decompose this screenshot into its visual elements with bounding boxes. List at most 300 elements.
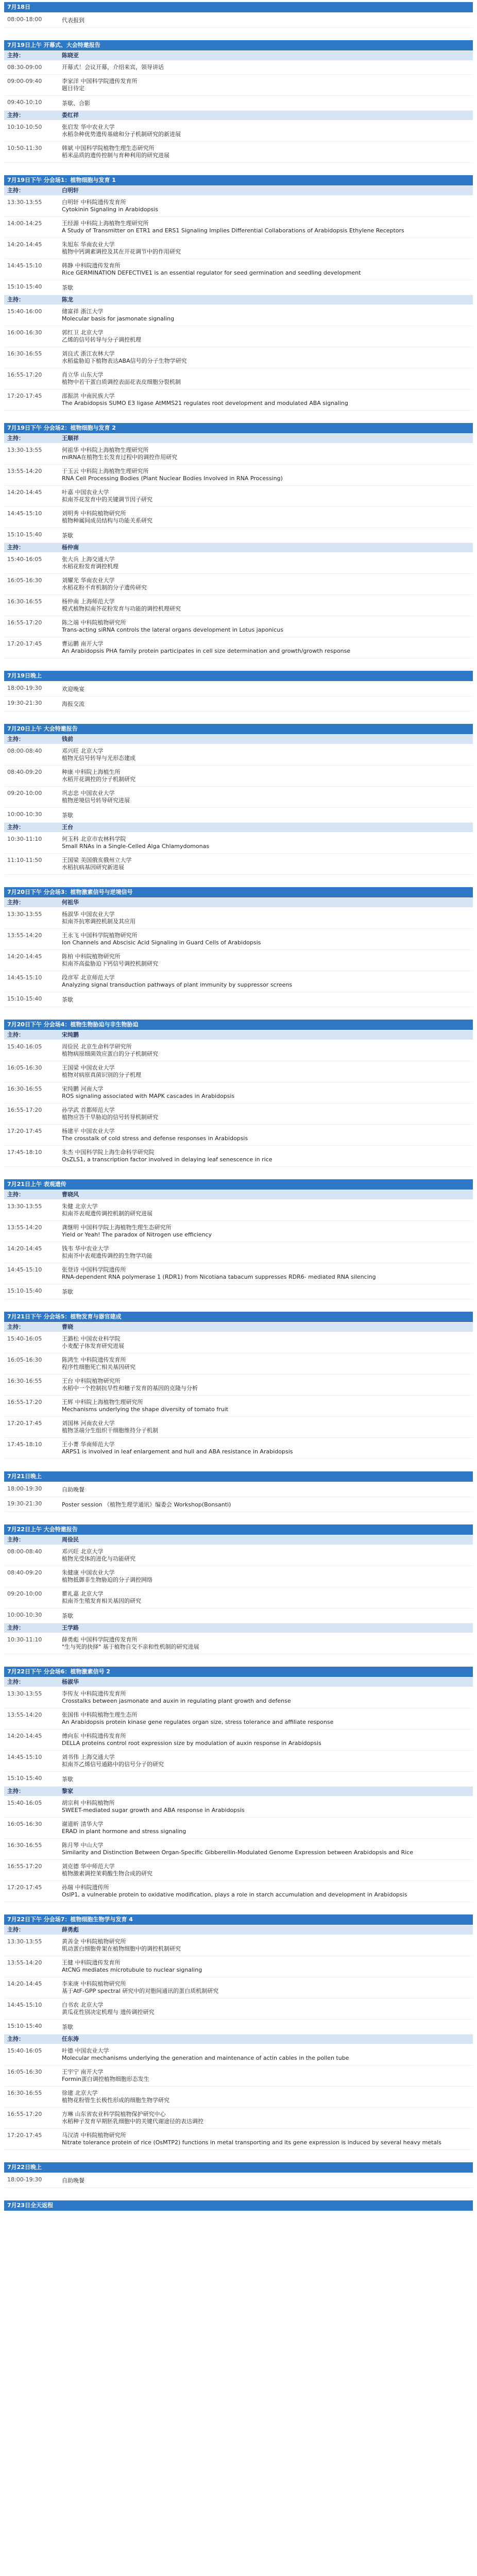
chair-label: 主持： <box>7 435 24 442</box>
talk-title: Mechanisms underlying the shape diversity of tomato fruit <box>62 1406 229 1413</box>
speaker-name: 韩斌 中国科学院植物生理生态研究所 <box>62 145 155 151</box>
break-row <box>4 697 473 711</box>
break-row <box>4 13 473 28</box>
break-row <box>4 1608 473 1623</box>
chair-row <box>4 735 473 744</box>
talk-info <box>62 1884 470 1899</box>
talk-title: Similarity and Distinction Between Organ-Specific Gibberellin-Modulated Genome Expression between Arabidopsis and Rice <box>62 1849 413 1856</box>
talk-info <box>62 262 470 277</box>
agenda-block <box>4 175 473 411</box>
speaker-name: 孙瑞 中科院遗传所 <box>62 1884 109 1891</box>
chair-row <box>4 1535 473 1545</box>
talk-title: Yield or Yeah! The paradox of Nitrogen use efficiency <box>62 1231 212 1238</box>
talk-row <box>4 1797 473 1818</box>
chair-name: 曹晓 <box>62 1324 73 1330</box>
talk-title: RNA Cell Processing Bodies (Plant Nuclear Bodies Involved in RNA Processing) <box>62 475 283 482</box>
talk-title: 植物抵御非生物胁迫的分子调控网络 <box>62 1577 152 1583</box>
chair-row <box>4 111 473 120</box>
time-slot: 15:40-16:05 <box>7 556 42 563</box>
speaker-name: 瞿礼嘉 北京大学 <box>62 1590 104 1597</box>
chair-name: 黎家 <box>62 1788 73 1794</box>
time-slot: 14:45-15:10 <box>7 1754 42 1760</box>
talk-row <box>4 238 473 259</box>
talk-row <box>4 61 473 75</box>
talk-row <box>4 766 473 787</box>
talk-row <box>4 2108 473 2129</box>
speaker-name: 郭红卫 北京大学 <box>62 329 104 336</box>
talk-title: Ion Channels and Abscisic Acid Signaling in Guard Cells of Arabidopsis <box>62 939 261 946</box>
chair-name: 杨淑华 <box>62 1679 79 1685</box>
talk-title: ARPS1 is involved in leaf enlargement and hull and ABA resistance in Arabidopsis <box>62 1448 293 1455</box>
agenda-block <box>4 887 473 1007</box>
time-slot: 10:10-10:50 <box>7 124 42 130</box>
talk-info <box>62 1335 470 1350</box>
break-row <box>4 528 473 543</box>
talk-row <box>4 1977 473 1998</box>
time-slot: 14:20-14:45 <box>7 1245 42 1252</box>
talk-info <box>62 1064 470 1079</box>
day-header: 7月20日上午 大会特邀报告 <box>4 724 473 734</box>
talk-row <box>4 1881 473 1902</box>
chair-label: 主持： <box>7 296 24 303</box>
speaker-name: 陈柏 中科院植物研究所 <box>62 953 121 960</box>
time-slot: 16:05-16:30 <box>7 577 42 584</box>
speaker-name: 刘良式 浙江农林大学 <box>62 350 115 357</box>
time-slot: 17:20-17:45 <box>7 1420 42 1427</box>
speaker-name: 李来庚 中科院植物研究所 <box>62 1980 126 1987</box>
time-slot: 13:55-14:20 <box>7 932 42 939</box>
speaker-name: 邓兴旺 北京大学 <box>62 1548 104 1555</box>
break-label: 茶歇 <box>62 2024 73 2030</box>
talk-info <box>62 489 470 503</box>
time-slot: 16:30-16:55 <box>7 598 42 605</box>
time-slot: 15:10-15:40 <box>7 283 42 290</box>
time-slot: 08:00-08:40 <box>7 748 42 754</box>
chair-row <box>4 543 473 552</box>
time-slot: 08:40-09:20 <box>7 1569 42 1576</box>
talk-row <box>4 1956 473 1977</box>
speaker-name: 邓兴旺 北京大学 <box>62 748 104 754</box>
talk-info <box>62 1149 470 1163</box>
time-slot: 08:40-09:20 <box>7 769 42 775</box>
talk-row <box>4 1061 473 1082</box>
speaker-name: 钱韦 华中农业大学 <box>62 1245 109 1252</box>
break-row <box>4 1497 473 1512</box>
talk-row <box>4 507 473 528</box>
talk-info <box>62 2111 470 2125</box>
talk-row <box>4 1587 473 1608</box>
day-header: 7月19日下午 分会场2：植物细胞与发育 2 <box>4 423 473 433</box>
chair-label: 主持： <box>7 899 24 906</box>
agenda-block <box>4 40 473 163</box>
talk-info <box>62 1636 470 1651</box>
talk-info <box>62 1980 470 1995</box>
talk-info <box>62 468 470 482</box>
time-slot: 13:30-13:55 <box>7 199 42 206</box>
talk-info <box>62 220 470 234</box>
talk-info <box>62 1821 470 1835</box>
talk-row <box>4 1935 473 1956</box>
talk-info <box>62 1399 470 1413</box>
speaker-name: 王国梁 中国农业大学 <box>62 1064 115 1071</box>
chair-name: 周俭民 <box>62 1536 79 1543</box>
time-slot: 14:20-14:45 <box>7 1733 42 1739</box>
talk-info <box>62 769 470 783</box>
time-slot: 09:00-09:40 <box>7 78 42 84</box>
talk-title: 植物光受体的进化与功能研究 <box>62 1555 135 1562</box>
agenda-block <box>4 1020 473 1167</box>
talk-info <box>62 2002 470 2016</box>
talk-row <box>4 347 473 368</box>
chair-row <box>4 1925 473 1935</box>
talk-title: AtCNG mediates microtubule to nuclear signaling <box>62 1967 202 1973</box>
talk-title: 稻米品质的遗传控制与育种利用的研究进展 <box>62 152 169 159</box>
time-slot: 09:20-10:00 <box>7 790 42 796</box>
speaker-name: 陈鸿生 中科院遗传发育所 <box>62 1357 126 1363</box>
talk-row <box>4 1353 473 1375</box>
speaker-name: 杨仲南 上海师范大学 <box>62 598 115 605</box>
day-header: 7月19日下午 分会场1：植物细胞与发育 1 <box>4 175 473 185</box>
talk-title: 拟南芥中表观遗传调控的生物学功能 <box>62 1252 152 1259</box>
time-slot: 16:30-16:55 <box>7 350 42 357</box>
chair-label: 主持： <box>7 1031 24 1038</box>
talk-title: Nitrate tolerance protein of rice (OsMTP2) functions in metal transporting and its gene expression is induced by several heavy metals <box>62 2139 441 2146</box>
talk-info <box>62 911 470 925</box>
talk-title: 拟南芥表观遗传调控机制的研究进展 <box>62 1210 152 1217</box>
time-slot: 16:55-17:20 <box>7 1863 42 1870</box>
talk-row <box>4 1751 473 1772</box>
time-slot: 14:45-15:10 <box>7 2002 42 2008</box>
speaker-name: 何祖华 中科院上海植物生理研究所 <box>62 447 149 453</box>
break-label: 茶歇 <box>62 1776 73 1783</box>
talk-title: 拟南芥抗寒调控机制及其应用 <box>62 918 135 925</box>
speaker-name: 王宇宁 南开大学 <box>62 2069 104 2075</box>
talk-info <box>62 556 470 570</box>
break-row <box>4 808 473 823</box>
chair-name: 钱前 <box>62 736 73 742</box>
time-slot: 15:10-15:40 <box>7 2023 42 2029</box>
chair-name: 任东涛 <box>62 2036 79 2042</box>
chair-row <box>4 823 473 832</box>
chair-label: 主持： <box>7 112 24 118</box>
speaker-name: 王台 中科院植物研究所 <box>62 1378 121 1384</box>
chair-name: 何祖华 <box>62 899 79 906</box>
talk-info <box>62 1863 470 1877</box>
talk-row <box>4 1263 473 1284</box>
time-slot: 10:50-11:30 <box>7 145 42 151</box>
talk-row <box>4 616 473 637</box>
talk-row <box>4 833 473 854</box>
talk-row <box>4 1040 473 1061</box>
day-header: 7月20日下午 分会场3：植物激素信号与逆境信号 <box>4 887 473 897</box>
talk-info <box>62 1441 470 1455</box>
speaker-name: 张国伟 中科院植物生理生态所 <box>62 1711 138 1718</box>
speaker-name: 朱旭东 华南农业大学 <box>62 241 115 248</box>
chair-row <box>4 898 473 907</box>
break-label: 茶歇 <box>62 812 73 819</box>
talk-title: 肌动蛋白细胞骨架在植物细胞中的调控机制研究 <box>62 1945 181 1952</box>
time-slot: 08:30-09:00 <box>7 64 42 71</box>
talk-row <box>4 259 473 280</box>
speaker-name: 周俭民 北京生命科学研究所 <box>62 1043 132 1050</box>
speaker-name: 叶嘉 中国农业大学 <box>62 489 109 496</box>
talk-row <box>4 305 473 326</box>
chair-row <box>4 1677 473 1687</box>
talk-row <box>4 389 473 411</box>
break-label: 自助晚餐 <box>62 2177 84 2184</box>
time-slot: 10:00-10:30 <box>7 1612 42 1618</box>
break-row <box>4 992 473 1007</box>
time-slot: 15:40-16:05 <box>7 1335 42 1342</box>
talk-title: The crosstalk of cold stress and defense responses in Arabidopsis <box>62 1135 248 1142</box>
break-label: Poster session 《植物生理学通讯》编委会 Workshop(Bonsanti) <box>62 1501 231 1508</box>
speaker-name: 孙学武 首都师范大学 <box>62 1107 115 1113</box>
speaker-name: 张登诗 中国科学院遗传所 <box>62 1266 126 1273</box>
speaker-name: 陈月琴 中山大学 <box>62 1842 104 1849</box>
chair-label: 主持： <box>7 1191 24 1198</box>
talk-row <box>4 1146 473 1167</box>
talk-info <box>62 2090 470 2104</box>
talk-info <box>62 836 470 850</box>
talk-info <box>62 1842 470 1856</box>
speaker-name: 肖立华 山东大学 <box>62 371 104 378</box>
time-slot: 15:40-16:05 <box>7 1800 42 1806</box>
time-slot: 17:20-17:45 <box>7 2132 42 2139</box>
talk-title: 题目待定 <box>62 85 84 92</box>
talk-row <box>4 196 473 217</box>
talk-info <box>62 447 470 461</box>
talk-title: Analyzing signal transduction pathways of plant immunity by suppressor screens <box>62 981 293 988</box>
talk-row <box>4 1839 473 1860</box>
time-slot: 16:30-16:55 <box>7 2090 42 2096</box>
talk-row <box>4 854 473 875</box>
speaker-name: 朱健康 中国农业大学 <box>62 1569 115 1576</box>
speaker-name: 叶德 中国农业大学 <box>62 2047 109 2054</box>
break-row <box>4 280 473 295</box>
talk-info <box>62 748 470 762</box>
talk-title: An Arabidopsis PHA family protein participates in cell size determination and growth/growth response <box>62 648 351 654</box>
talk-row <box>4 1242 473 1263</box>
talk-row <box>4 595 473 616</box>
speaker-name: 刘国林 河南农业大学 <box>62 1420 115 1427</box>
talk-title: "生与死的抉择" 基于植物自交不亲和性机制的研究进展 <box>62 1643 199 1650</box>
talk-row <box>4 1417 473 1438</box>
talk-title: 水稻抗病基因研究新进展 <box>62 864 124 871</box>
talk-row <box>4 2065 473 2087</box>
talk-title: 植物激素调控茉莉酸生物合成的研究 <box>62 1870 152 1877</box>
chair-name: 陈龙 <box>62 296 73 303</box>
speaker-name: 邵振洪 中南民族大学 <box>62 393 115 399</box>
chair-name: 王台 <box>62 824 73 831</box>
speaker-name: 宋纯鹏 河南大学 <box>62 1086 104 1092</box>
talk-row <box>4 1082 473 1104</box>
chair-label: 主持： <box>7 1788 24 1794</box>
chair-row <box>4 186 473 195</box>
talk-row <box>4 368 473 389</box>
chair-name: 杨仲南 <box>62 544 79 551</box>
time-slot: 14:20-14:45 <box>7 241 42 248</box>
speaker-name: 傅向东 中科院遗传发育所 <box>62 1733 126 1739</box>
talk-info <box>62 598 470 613</box>
speaker-name: 刘耀光 华南农业大学 <box>62 577 115 584</box>
speaker-name: 开幕式！会议开幕，介绍来宾，领导讲话 <box>62 64 164 71</box>
speaker-name: 白明轩 中科院遗传发育所 <box>62 199 126 206</box>
talk-title: ROS signaling associated with MAPK cascades in Arabidopsis <box>62 1093 235 1099</box>
day-header: 7月23日全天返程 <box>4 2200 473 2211</box>
speaker-name: 胡宗利 中科院植物所 <box>62 1800 115 1806</box>
talk-title: OsIP1, a vulnerable protein to oxidative modification, plays a role in starch accumulation and development in Arabidopsis <box>62 1891 407 1898</box>
chair-name: 宋纯鹏 <box>62 1031 79 1038</box>
chair-name: 娄红祥 <box>62 112 79 118</box>
talk-info <box>62 1378 470 1392</box>
time-slot: 09:20-10:00 <box>7 1590 42 1597</box>
talk-title: Formin蛋白调控植物细胞形态发生 <box>62 2076 149 2082</box>
time-slot: 15:40-16:05 <box>7 1043 42 1050</box>
speaker-name: 张大兵 上海交通大学 <box>62 556 115 563</box>
talk-row <box>4 971 473 992</box>
talk-row <box>4 486 473 507</box>
day-header: 7月19日晚上 <box>4 671 473 681</box>
time-slot: 14:20-14:45 <box>7 1980 42 1987</box>
day-header: 7月22日下午 分会场6：植物激素信号 2 <box>4 1667 473 1677</box>
speaker-name: 杨建平 中国农业大学 <box>62 1128 115 1134</box>
talk-info <box>62 1959 470 1974</box>
break-row <box>4 1772 473 1787</box>
speaker-name: 杨淑华 中国农业大学 <box>62 911 115 918</box>
time-slot: 14:45-15:10 <box>7 510 42 517</box>
break-label: 茶歇 <box>62 1289 73 1295</box>
talk-info <box>62 1590 470 1605</box>
speaker-name: 王小菁 华南师范大学 <box>62 1441 115 1448</box>
speaker-name: 王经源 中科院上海植物生理研究所 <box>62 220 149 227</box>
day-header: 7月19日上午 开幕式、大会特邀报告 <box>4 40 473 50</box>
time-slot: 16:00-16:30 <box>7 329 42 336</box>
time-slot: 19:30-21:30 <box>7 1500 42 1507</box>
talk-info <box>62 619 470 634</box>
talk-info <box>62 2132 470 2146</box>
chair-label: 主持： <box>7 544 24 551</box>
time-slot: 08:00-18:00 <box>7 16 42 23</box>
talk-title: 植物花粉管生长极性形成的细胞生物学研究 <box>62 2097 169 2104</box>
time-slot: 17:45-18:10 <box>7 1441 42 1448</box>
talk-info <box>62 1357 470 1371</box>
time-slot: 14:45-15:10 <box>7 974 42 981</box>
speaker-name: 段彦军 北京师范大学 <box>62 974 115 981</box>
talk-info <box>62 577 470 591</box>
talk-row <box>4 744 473 766</box>
talk-title: 植物逆境信号转导研究进展 <box>62 797 130 804</box>
talk-row <box>4 1860 473 1881</box>
chair-row <box>4 295 473 304</box>
time-slot: 10:30-11:10 <box>7 836 42 842</box>
speaker-name: 储富祥 浙江大学 <box>62 308 104 315</box>
chair-row <box>4 1030 473 1040</box>
time-slot: 16:05-16:30 <box>7 1821 42 1827</box>
talk-title: RNA-dependent RNA polymerase 1 (RDR1) from Nicotiana tabacum suppresses RDR6- mediated RNA silencing <box>62 1274 376 1280</box>
break-label: 自助晚餐 <box>62 1486 84 1493</box>
speaker-name: 朱杰 中国科学院上海生命科学研究院 <box>62 1149 155 1156</box>
break-row <box>4 682 473 697</box>
agenda-block <box>4 1667 473 1902</box>
talk-row <box>4 908 473 929</box>
talk-title: Cytokinin Signaling in Arabidopsis <box>62 206 159 213</box>
talk-info <box>62 64 470 71</box>
talk-row <box>4 1545 473 1566</box>
talk-info <box>62 932 470 946</box>
talk-info <box>62 329 470 344</box>
time-slot: 14:00-14:25 <box>7 220 42 227</box>
time-slot: 16:30-16:55 <box>7 1378 42 1384</box>
talk-row <box>4 2044 473 2065</box>
speaker-name: 徐建 北京大学 <box>62 2090 98 2096</box>
talk-title: 拟南芥生殖发育相关基因的研究 <box>62 1598 141 1604</box>
chair-label: 主持： <box>7 187 24 194</box>
talk-row <box>4 1687 473 1708</box>
time-slot: 15:10-15:40 <box>7 995 42 1002</box>
talk-info <box>62 974 470 989</box>
talk-row <box>4 465 473 486</box>
speaker-name: 谢道昕 清华大学 <box>62 1821 104 1827</box>
talk-info <box>62 1420 470 1434</box>
speaker-name: 龚继明 中国科学院上海植物生理生态研究所 <box>62 1224 172 1231</box>
talk-row <box>4 1200 473 1221</box>
talk-info <box>62 199 470 213</box>
agenda-block <box>4 1179 473 1299</box>
time-slot: 17:20-17:45 <box>7 1128 42 1134</box>
talk-row <box>4 787 473 808</box>
talk-title: Rice GERMINATION DEFECTIVE1 is an essential regulator for seed germination and seedling development <box>62 269 361 276</box>
talk-title: A Study of Transmitter on ETR1 and ERS1 Signaling Implies Differential Collaborations of Arabidopsis Ethylene Receptors <box>62 227 404 234</box>
talk-row <box>4 1633 473 1654</box>
talk-row <box>4 75 473 96</box>
talk-title: 水稻花粉发育调控机理 <box>62 563 118 570</box>
chair-label: 主持： <box>7 736 24 742</box>
talk-row <box>4 1818 473 1839</box>
break-row <box>4 2173 473 2188</box>
agenda-block <box>4 2162 473 2188</box>
break-label: 茶歇 <box>62 996 73 1003</box>
speaker-name: 何玉科 北京市农林科学院 <box>62 836 126 842</box>
break-row <box>4 96 473 111</box>
talk-info <box>62 350 470 365</box>
speaker-name: 韩静 中科院遗传发育所 <box>62 262 121 269</box>
time-slot: 16:05-16:30 <box>7 1357 42 1363</box>
talk-info <box>62 1711 470 1726</box>
talk-info <box>62 1107 470 1121</box>
speaker-name: 薛勇彪 中国科学院遗传发育所 <box>62 1636 138 1643</box>
chair-row <box>4 1190 473 1199</box>
time-slot: 10:30-11:10 <box>7 1636 42 1643</box>
talk-title: Molecular basis for jasmonate signaling <box>62 315 175 322</box>
time-slot: 15:40-16:00 <box>7 308 42 315</box>
time-slot: 13:30-13:55 <box>7 1690 42 1697</box>
talk-row <box>4 1566 473 1587</box>
time-slot: 17:20-17:45 <box>7 640 42 647</box>
talk-info <box>62 953 470 968</box>
speaker-name: 于玉云 中科院上海植物生理研究所 <box>62 468 149 474</box>
talk-info <box>62 1754 470 1768</box>
day-header: 7月20日下午 分会场4：植物生物胁迫与非生物胁迫 <box>4 1020 473 1030</box>
day-header: 7月18日 <box>4 2 473 12</box>
talk-title: The Arabidopsis SUMO E3 ligase AtMMS21 regulates root development and modulated ABA signaling <box>62 400 348 406</box>
speaker-name: 刘克德 华中师范大学 <box>62 1863 115 1870</box>
talk-title: 基于AtF-GPP spectral 研究中的对胞间通讯的蛋白质机制研究 <box>62 1988 219 1994</box>
time-slot: 14:20-14:45 <box>7 953 42 960</box>
talk-info <box>62 1569 470 1584</box>
talk-info <box>62 1224 470 1239</box>
time-slot: 16:05-16:30 <box>7 2069 42 2075</box>
talk-info <box>62 1733 470 1747</box>
